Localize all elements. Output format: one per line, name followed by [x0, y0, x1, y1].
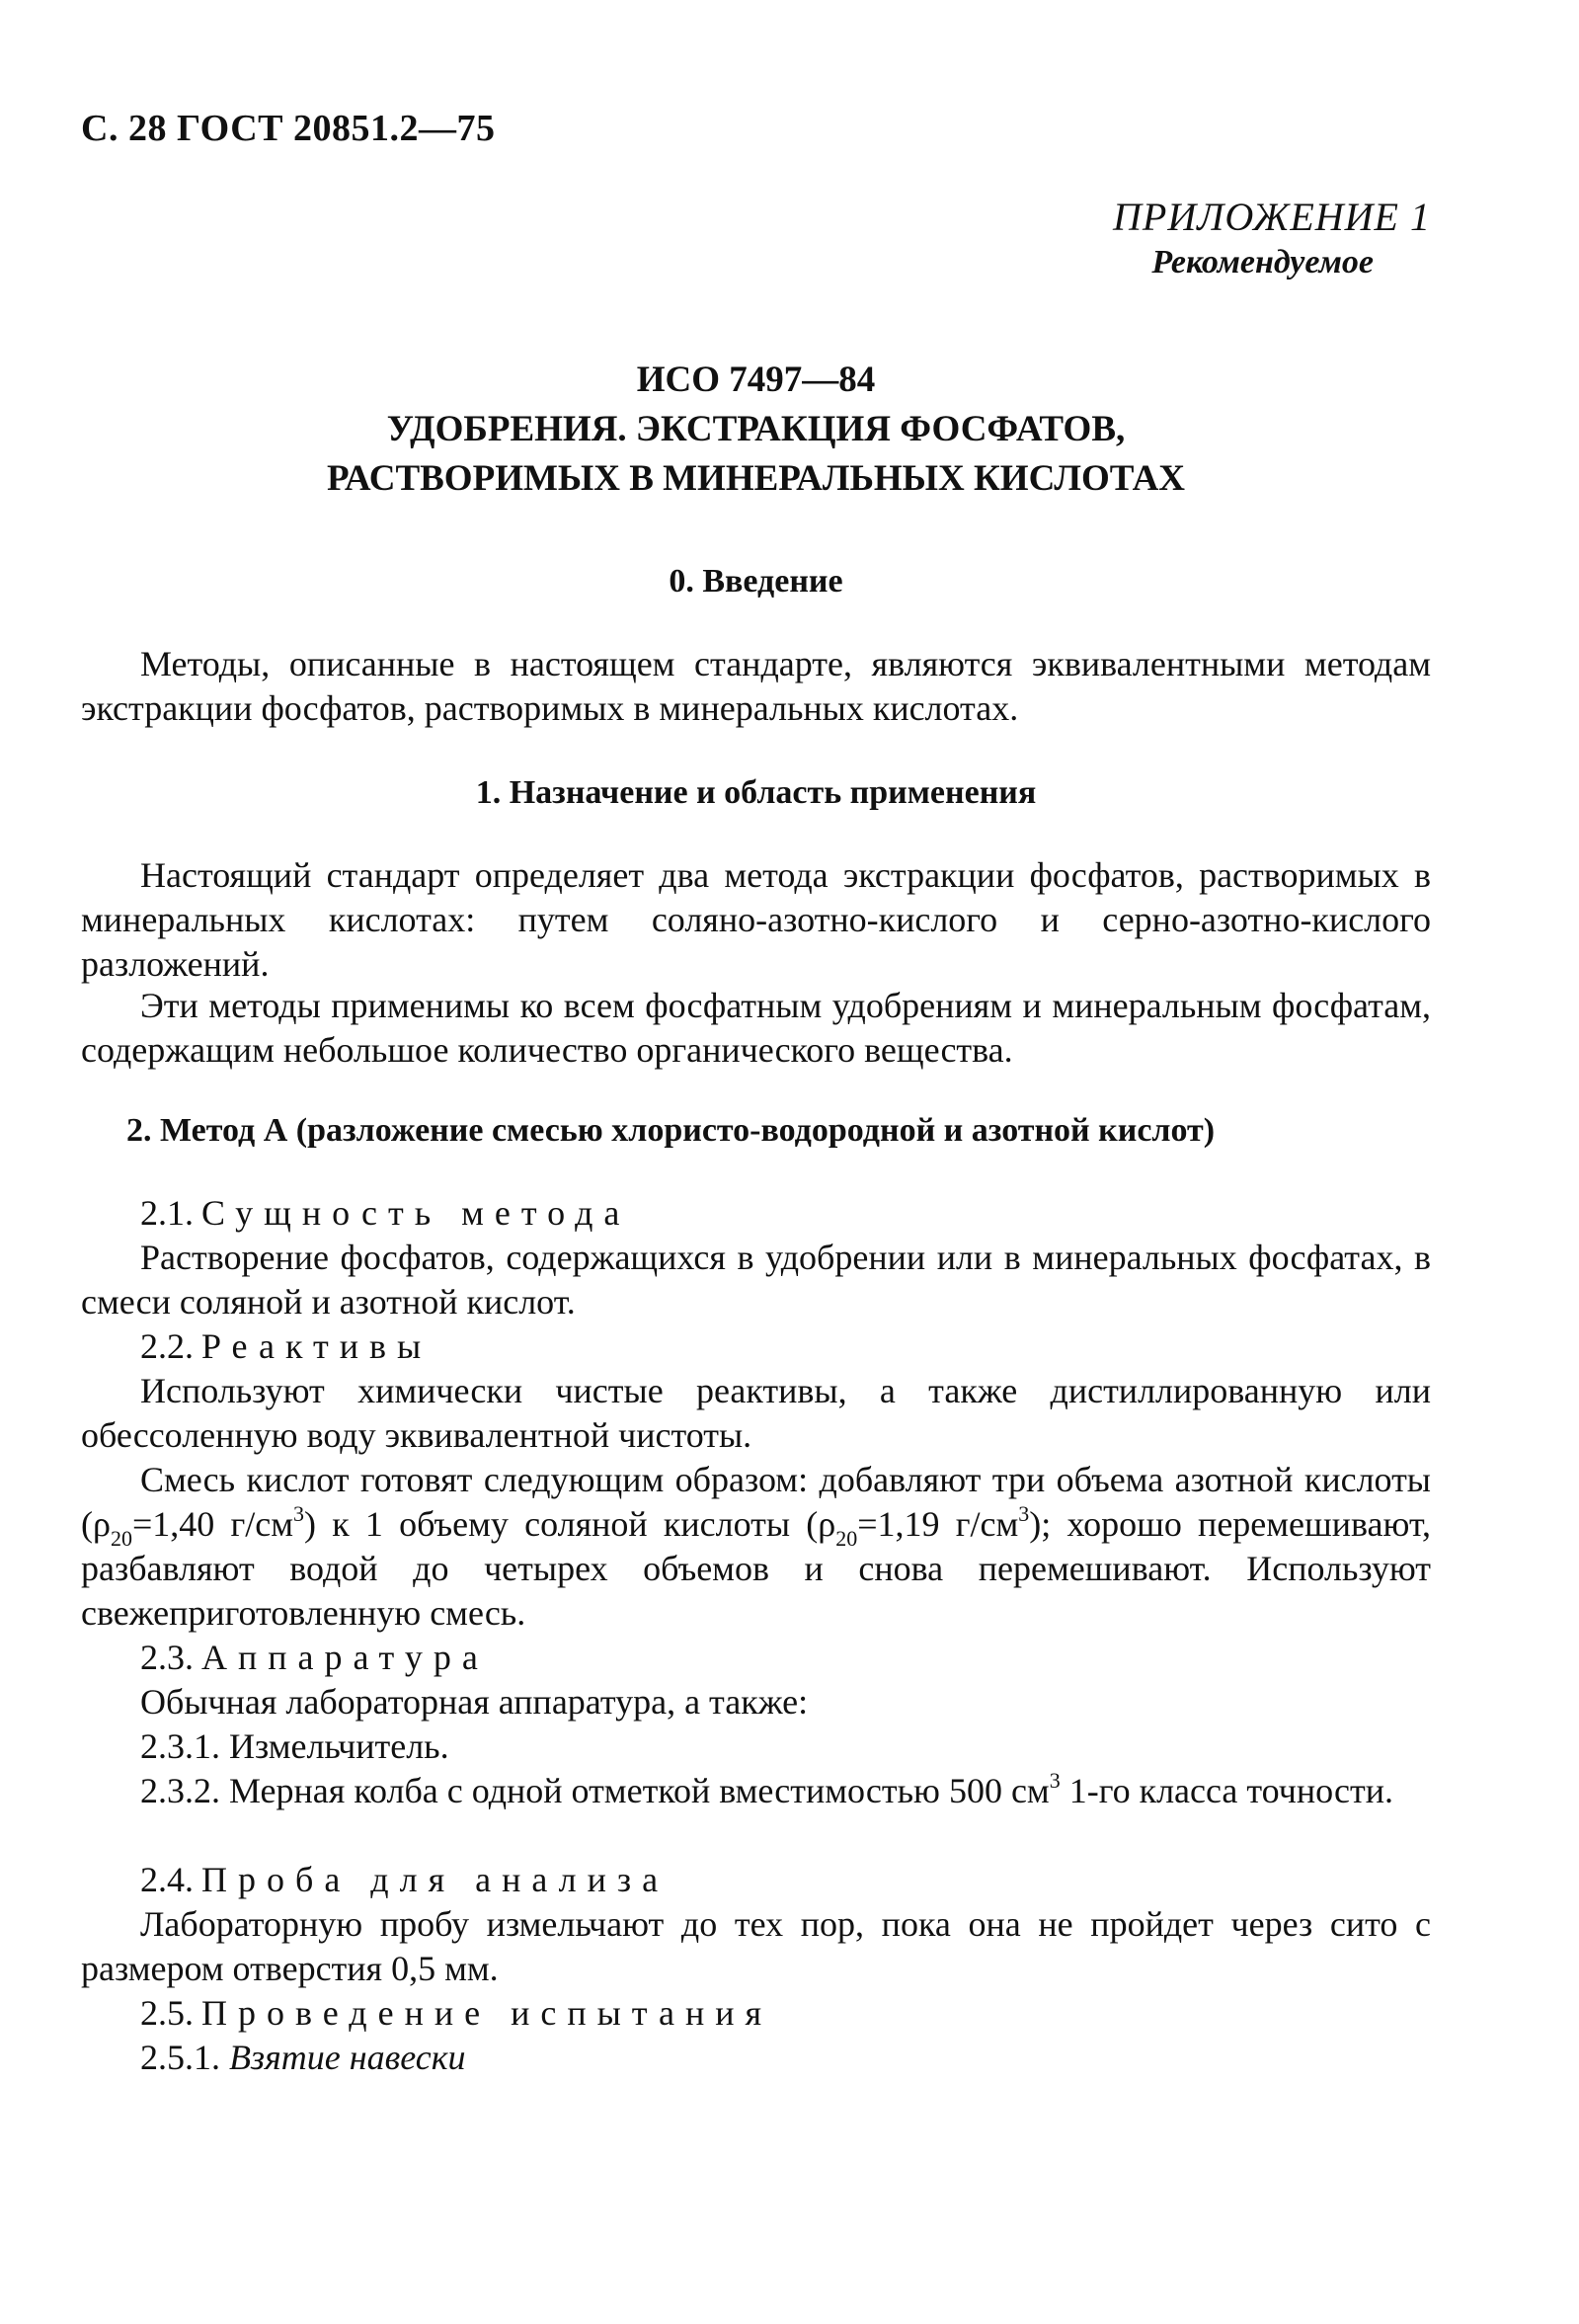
subsection-2-4-heading [140, 1858, 669, 1902]
subsection-2-5-number: 2.5. [140, 1993, 194, 2033]
item-2-3-2-text-1: 2.3.2. Мерная колба с одной отметкой вместимостью 500 см [140, 1771, 1050, 1810]
subsection-2-4-text: Лабораторную пробу измельчают до тех пор, пока она не пройдет через сито с размером отверстия 0,5 мм. [81, 1904, 1431, 1988]
appendix-label [1113, 194, 1431, 284]
subsection-2-5-title: Проведение испытания [201, 1993, 773, 2033]
section-1-paragraph-2: Эти методы применимы ко всем фосфатным удобрениям и минеральным фосфатам, содержащим небольшое количество органического вещества. [81, 986, 1431, 1070]
cm3-superscript-1: 3 [293, 1501, 304, 1526]
item-2-3-2 [81, 1769, 1431, 1813]
section-0-text: Методы, описанные в настоящем стандарте, являются эквивалентными методам экстракции фосфатов, растворимых в минеральных кислотах. [81, 644, 1431, 728]
title-standard-number: ИСО 7497—84 [636, 360, 876, 400]
section-1-paragraph-1: Настоящий стандарт определяет два метода экстракции фосфатов, растворимых в минеральных кислотах: путем соляно-азотно-кислого и серно-азотно-кислого разложений. [81, 855, 1431, 984]
subsection-2-3-text: Обычная лабораторная аппаратура, а также: [140, 1682, 809, 1722]
subsection-2-3-heading [140, 1636, 489, 1680]
document-title [81, 356, 1431, 504]
density-subscript-1: 20 [110, 1526, 132, 1552]
appendix-title: ПРИЛОЖЕНИЕ 1 [1113, 195, 1431, 239]
item-2-3-2-superscript: 3 [1049, 1768, 1061, 1793]
subsection-2-2-number: 2.2. [140, 1326, 194, 1366]
acid-mix-text-4: =1,19 г/см [857, 1504, 1019, 1544]
acid-mix-text-2: =1,40 г/см [131, 1504, 293, 1544]
acid-mix-text-1: Смесь кислот готовят следующим образом: добавляют три объема азотной кислоты (ρ [81, 1460, 1431, 1544]
subsection-2-1-heading [140, 1191, 630, 1236]
subsection-2-3-number: 2.3. [140, 1638, 194, 1677]
cm3-superscript-2: 3 [1018, 1501, 1030, 1526]
section-2-heading: 2. Метод А (разложение смесью хлористо-водородной и азотной кислот) [126, 1112, 1216, 1149]
title-line-2: УДОБРЕНИЯ. ЭКСТРАКЦИЯ ФОСФАТОВ, [386, 409, 1126, 449]
subsection-2-2-text: Используют химически чистые реактивы, а также дистиллированную или обессоленную воду эквивалентной чистоты. [81, 1371, 1431, 1455]
subsection-2-1-text: Растворение фосфатов, содержащихся в удобрении или в минеральных фосфатах, в смеси соляной и азотной кислот. [81, 1238, 1431, 1322]
density-subscript-2: 20 [835, 1526, 858, 1552]
subsection-2-1-title: Сущность метода [201, 1193, 631, 1233]
acid-mix-text-3: ) к 1 объему соляной кислоты (ρ [304, 1504, 836, 1544]
appendix-subtitle: Рекомендуемое [1151, 244, 1374, 280]
subsection-2-2-title: Реактивы [201, 1326, 433, 1366]
subsection-2-2-heading [140, 1324, 432, 1369]
item-2-3-1: 2.3.1. Измельчитель. [140, 1726, 449, 1766]
item-2-5-1 [140, 2036, 466, 2080]
subsection-2-5-heading [140, 1991, 772, 2036]
subsection-2-1-number: 2.1. [140, 1193, 194, 1233]
section-1-heading: 1. Назначение и область применения [475, 774, 1037, 811]
subsection-2-4-number: 2.4. [140, 1860, 194, 1899]
acid-mixture-paragraph [81, 1458, 1431, 1636]
subsection-2-3-title: Аппаратура [201, 1638, 489, 1677]
subsection-2-4-title: Проба для анализа [201, 1860, 670, 1899]
section-0-heading: 0. Введение [669, 563, 843, 600]
item-2-5-1-number: 2.5.1. [140, 2038, 220, 2077]
page-header: С. 28 ГОСТ 20851.2—75 [81, 108, 496, 149]
item-2-3-2-text-2: 1-го класса точности. [1060, 1771, 1393, 1810]
title-line-3: РАСТВОРИМЫХ В МИНЕРАЛЬНЫХ КИСЛОТАХ [326, 458, 1186, 499]
item-2-5-1-title: Взятие навески [229, 2038, 466, 2077]
acid-mix-text-5: ); хорошо перемешивают, разбавляют водой до четырех объемов и снова перемешивают. Используют свежеприготовленную смесь. [81, 1504, 1431, 1633]
